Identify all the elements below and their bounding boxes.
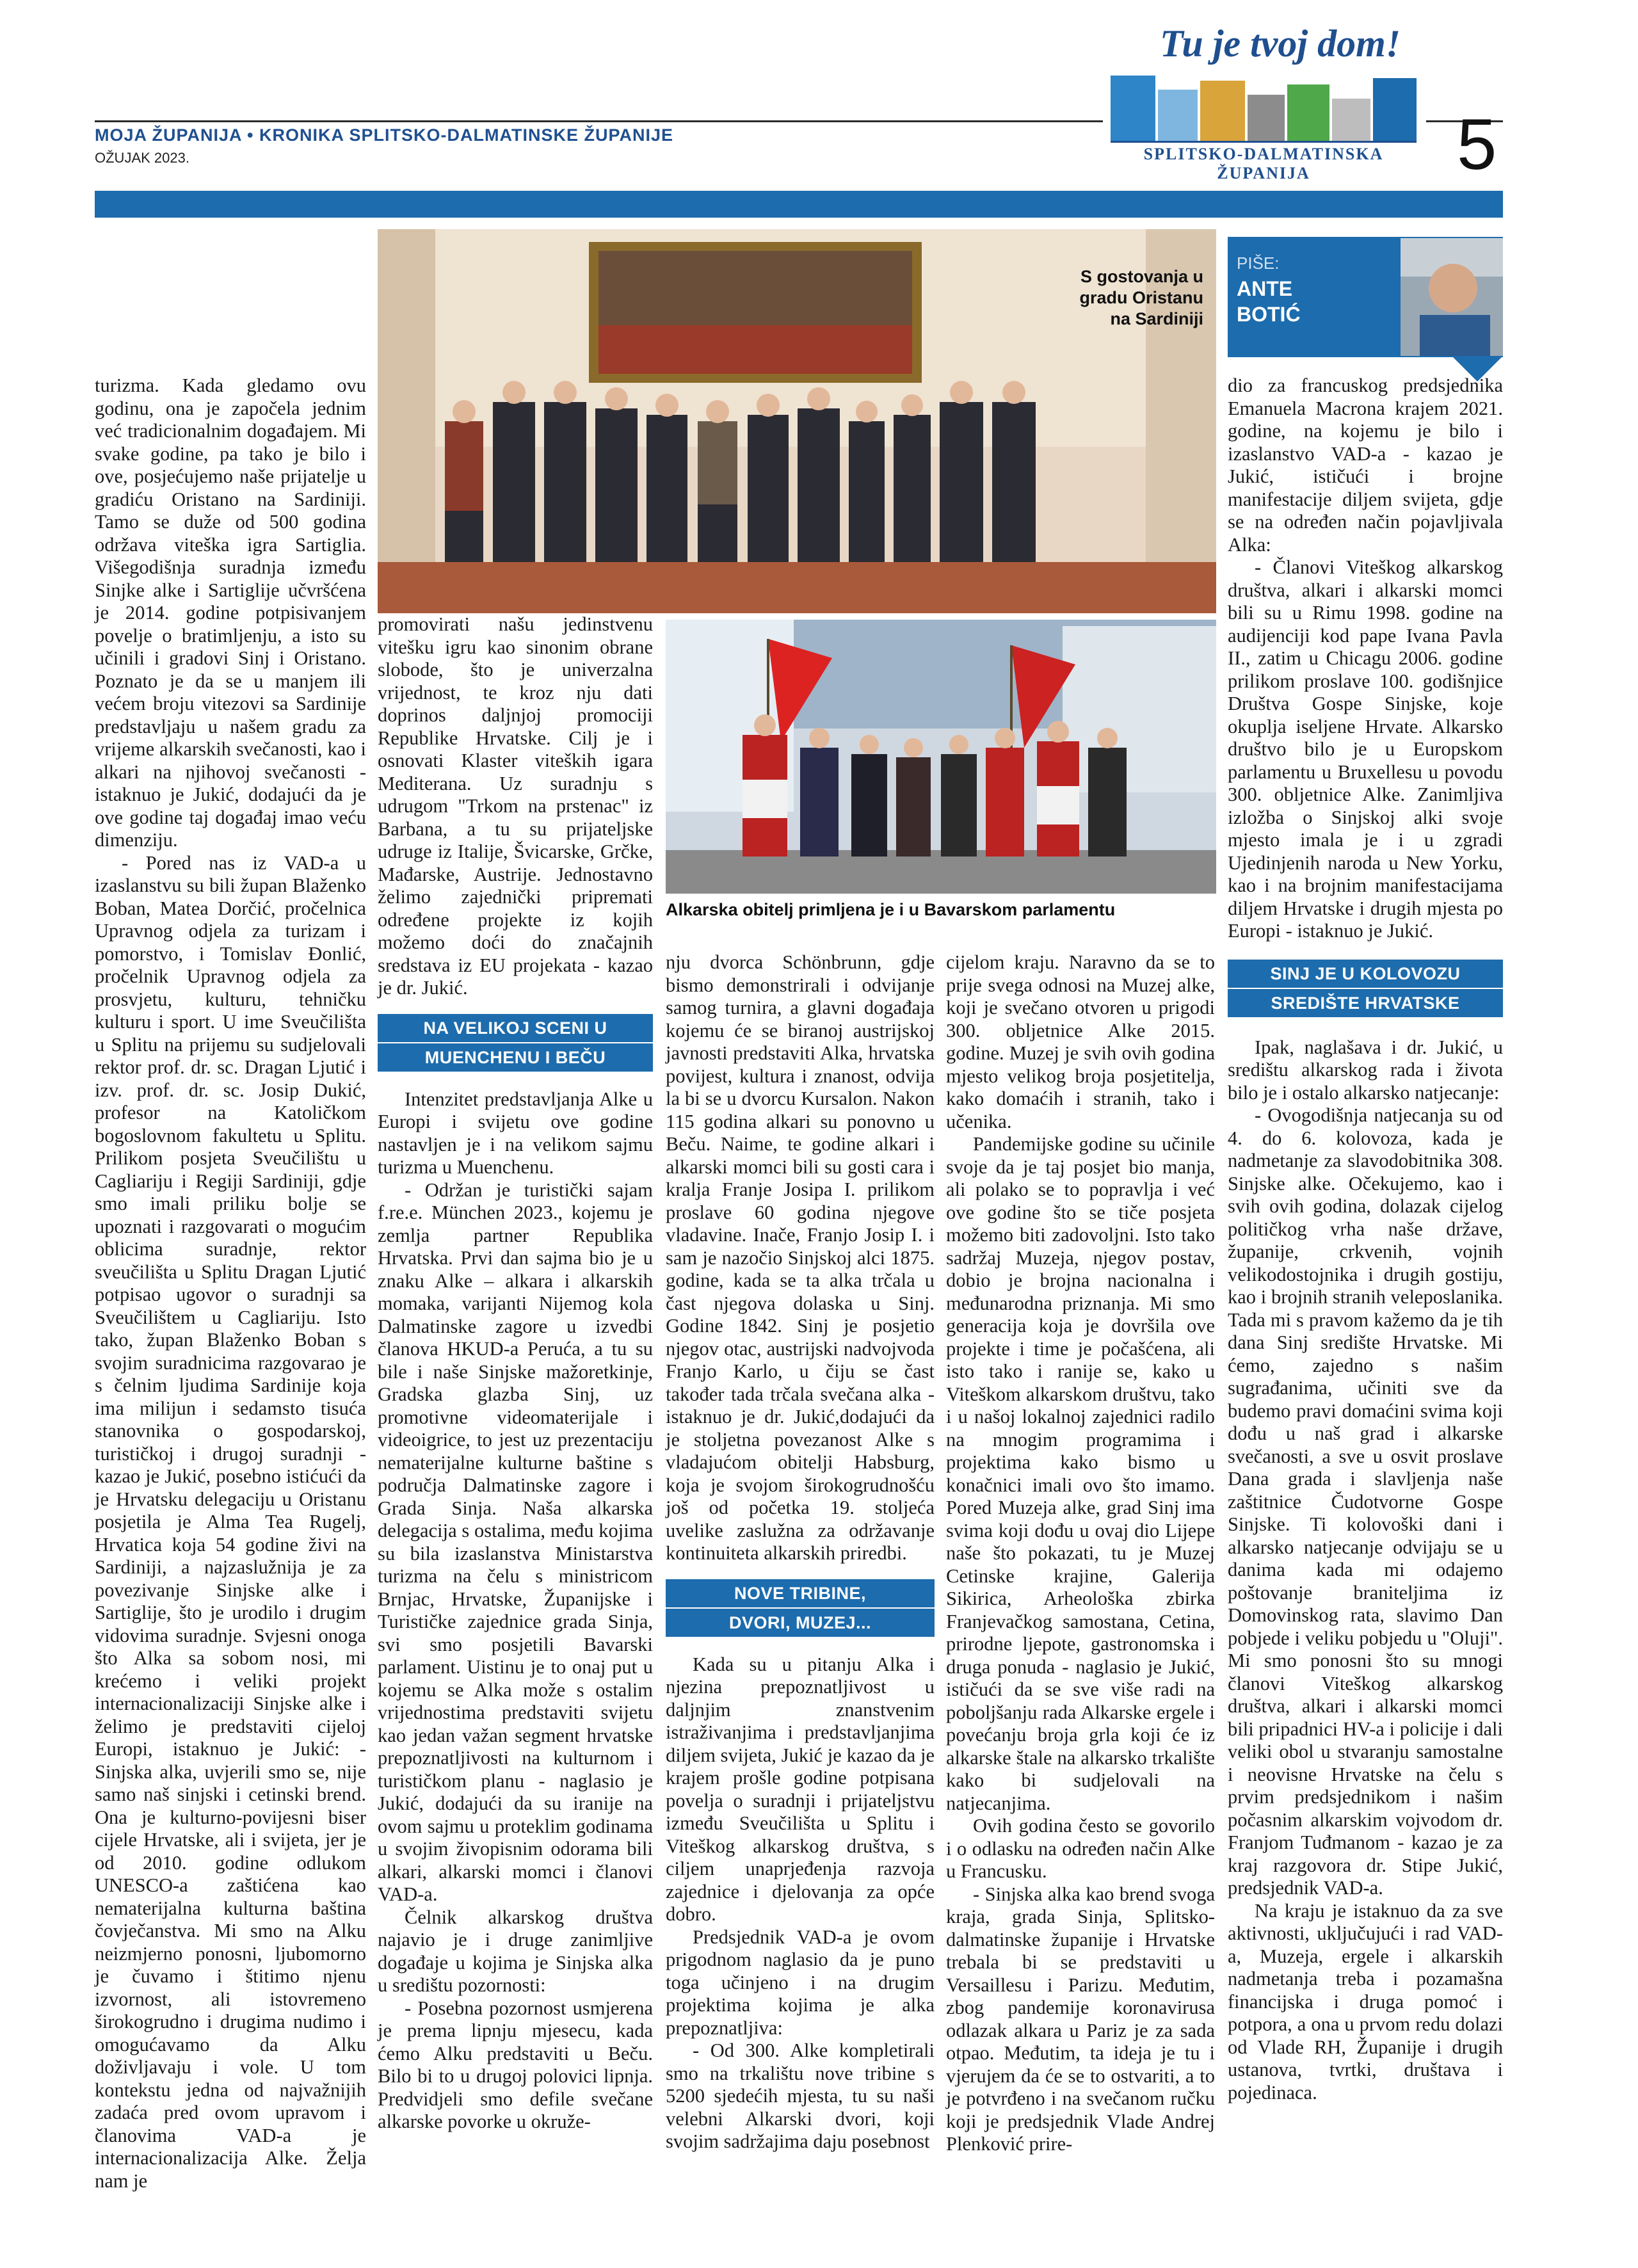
paragraph: Ovih godina često se govorilo i o odlasku na određen način Alke u Francusku. (946, 1815, 1215, 1882)
article-column-1 (95, 374, 366, 2192)
paragraph: - Od 300. Alke kompletirali smo na trkalištu nove tribine s 5200 sjedećih mjesta, tu su naši velebni Alkarski dvori, koji svojim sadržajima daju posebnost (666, 2039, 935, 2152)
article-column-2 (378, 613, 653, 2134)
paragraph: Kada su u pitanju Alka i njezina prepoznatljivost u daljnjim znanstvenim istraživanjima i predstavljanjima diljem svijeta, Jukić je kazao da je krajem prošle godine potpisana povelja o suradnji i prijateljstvu između Sveučilišta u Splitu i Viteškog alkarskog društva, s ciljem unaprjeđenja razvoja zajednice i djelovanja za opće dobro. (666, 1653, 935, 1925)
subheading-line: NOVE TRIBINE, (666, 1579, 935, 1609)
subheading-line: SINJ JE U KOLOVOZU (1228, 960, 1503, 989)
paragraph: - Članovi Viteškog alkarskog društva, alkari i alkarski momci bili su u Rimu 1998. godine na audijenciji kod pape Ivana Pavla II., zatim u Chicagu 2006. godine prilikom proslave 100. godišnjice Društva Gospe Sinjske, koje okuplja iseljene Hrvate. Alkarsko društvo bilo je u Europskom parlamentu u Bruxellesu u povodu 300. obljetnice Alke. Zanimljiva izložba o Sinjskoj alki svoje mjesto imala je i u zgradi Ujedinjenih naroda u New Yorku, kao i na brojnim manifestacijama diljem Hrvatske i drugih mjesta po Europi - istaknuo je Jukić. (1228, 556, 1503, 942)
subheading-muenchen (378, 1014, 653, 1072)
paragraph: - Posebna pozornost usmjerena je prema lipnju mjesecu, kada ćemo Alku predstaviti u Beču. Bilo bi to u drugoj polovici lipnja. Predvidjeli smo defile svečane alkarske povorke u okruže- (378, 1997, 653, 2132)
subheading-line: SREDIŠTE HRVATSKE (1271, 993, 1460, 1013)
paragraph: cijelom kraju. Naravno da se to prije svega odnosi na Muzej alke, koji je svečano otvoren u prigodi 300. obljetnice Alke 2015. godine. Muzej je svih ovih godina mjesto velikog broja posjetitelja, kako domaćih i stranih, tako i učenika. (946, 951, 1215, 1132)
county-logo-icon (1111, 76, 1417, 141)
author-last-name: BOTIĆ (1237, 303, 1301, 326)
paragraph: - Održan je turistički sajam f.re.e. München 2023., kojemu je zemlja partner Republika Hrvatska. Prvi dan sajma bio je u znaku Alke – alkara i alkarskih momaka, varijanti Nijemog kola Dalmatinske zagore u izvedbi članova HKUD-a Peruća, a tu su bile i naše Sinjske mažoretkinje, Gradska glazba Sinj, uz promotivne videomaterijale i videoigrice, to jest uz prezentaciju nematerijalne kulturne baštine s područja Dalmatinske zagore i Grada Sinja. Naša alkarska delegacija s ostalima, među kojima su bila izaslanstva Ministarstva turizma na čelu s ministricom Brnjac, Hrvatske, Županijske i Turističke zajednice grada Sinja, svi smo posjetili Bavarski parlament. Uistinu je to onaj put u kojemu se Alka može s ostalim vrijednostima predstaviti svijetu kao jedan važan segment hrvatske prepoznatljivosti na kulturnom i turističkom planu - naglasio je Jukić, dodajući da su iranije na ovom sajmu u proteklim godinama u svojim živopisnim odorama bili alkari, alkarski momci i članovi VAD-a. (378, 1178, 653, 1905)
subheading-tribine (666, 1579, 935, 1637)
paragraph: nju dvorca Schönbrunn, gdje bismo demonstrirali i odvijanje samog turnira, a glavni događaja kojemu će se biranoj austrijskoj javnosti predstaviti Alka, hrvatska povijest, kultura i znanost, odvija la bi se u dvorcu Kursalon. Nakon 115 godina alkari su ponovno u Beču. Naime, te godine alkari i alkarski momci bili su gosti cara i kralja Franje Josipa I. prilikom proslave 60 godina njegove vladavine. Inače, Franjo Josip I. i sam je nazočio Sinjskoj alci 1875. godine, kada se ta alka trčala u čast njegova dolaska u Sinj. Godine 1842. Sinj je posjetio njegov otac, austrijski nadvojvoda Franjo Karlo, u čiju se čast također tada trčala svečana alka - istaknuo je dr. Jukić,dodajući da je stoljetna povezanost Alke s vladajućom obitelji Habsburg, koja je svojom širokogrudnošću još od početka 19. stoljeća uvelike zaslužna za održavanje kontinuiteta alkarskih priredbi. (666, 951, 935, 1564)
photo-bavarian-parliament (666, 620, 1216, 894)
article-column-3 (666, 951, 935, 2153)
header-blue-bar (95, 191, 1503, 218)
paragraph: - Pored nas iz VAD-a u izaslanstvu su bili župan Blaženko Boban, Matea Dorčić, pročelnica Upravnog odjela za turizam i pomorstvo, i Tomislav Đonlić, pročelnik Upravnog odjela za prosvjetu, kulturu, tehničku kulturu i sport. U ime Sveučilišta u Splitu na prijemu su sudjelovali rektor prof. dr. sc. Dragan Ljutić i izv. prof. dr. sc. Josip Dukić, profesor na Katoličkom bogoslovnom fakultetu u Splitu. Prilikom posjeta Sveučilištu u Cagliariju i Regiji Sardiniji, gdje smo imali priliku bolje se upoznati i razgovarati o mogućim oblicima suradnje, rektor sveučilišta u Splitu Dragan Ljutić potpisao ugovor o suradnji sa Sveučilištem u Cagliariju. Isto tako, župan Blaženko Boban s svojim suradnicima razgovarao je s čelnim ljudima Sardinije koja ima milijun i sedamsto tisuća stanovnika o gospodarskoj, turističkoj i drugoj suradnji - kazao je Jukić, posebno istićući da je Hrvatsku delegaciju u Oristanu posjetila je Alma Tea Rugelj, Hrvatica koja 54 godine živi na Sardiniji, a najzaslužnija je za povezivanje Sinjske alke i Sartiglije, što je urodilo i drugim vidovima suradnje. Svjesni onoga što Alka sa sobom nosi, mi krećemo i veliki projekt internacionalizaciji Sinjske alke i želimo je predstaviti cijeloj Europi, istaknuo je Jukić: - Sinjska alka, uvjerili smo se, nije samo naš sinjski i cetinski brend. Ona je kulturno-povijesni biser cijele Hrvatske, ali i svijeta, jer je od 2010. godine odlukom UNESCO-a zaštićena kao nematerijalna kulturna baština čovječanstva. Mi smo na Alku neizmjerno ponosni, ljubomorno je čuvamo i štitimo njenu izvornost, ali istovremeno širokogrudno i drugima nudimo i omogućavamo da Alku doživljavaju i vole. U tom kontekstu jedna od najvažnijih zadaća pred ovom upravom i članovima VAD-a je internacionalizacija Alke. Želja nam je (95, 851, 366, 2192)
photo-bavarian-illustration (666, 620, 1216, 894)
logo-text: SPLITSKO-DALMATINSKA ŽUPANIJA (1143, 145, 1384, 182)
subheading-sinj (1228, 960, 1503, 1017)
author-photo-icon (1401, 238, 1503, 356)
photo-caption-oristano: S gostovanja u gradu Oristanu na Sardiniji (1079, 267, 1203, 328)
paragraph: promovirati našu jedinstvenu vitešku igru kao sinonim obrane slobode, što je univerzalna vrijednost, te kroz nju dati doprinos daljnjoj promociji Republike Hrvatske. Cilj je i osnovati Klaster viteških igara Mediterana. Uz suradnju s udrugom "Trkom na prstenac" iz Barbana, a tu su prijateljske udruge iz Italije, Švicarske, Grčke, Mađarske, Austrije. Jednostavno želimo zajednički pripremati određene projekte iz kojih možemo doći do značajnih sredstava iz EU projekata - kazao je dr. Jukić. (378, 613, 653, 999)
subheading-line: NA VELIKOJ SCENI U (378, 1014, 653, 1043)
publication-title: MOJA ŽUPANIJA • KRONIKA SPLITSKO-DALMATINSKE ŽUPANIJE (95, 125, 673, 145)
paragraph: Ipak, naglašava i dr. Jukić, u središtu alkarskog rada i života bilo je i ostalo alkarsko natjecanje: (1228, 1036, 1503, 1104)
header-rule (95, 120, 1103, 122)
paragraph: - Sinjska alka kao brend svoga kraja, grada Sinja, Splitsko-dalmatinske županije i Hrvatske trebala bi se predstaviti u Versaillesu i Parizu. Međutim, zbog pandemije koronavirusa odlazak alkara u Pariz je za sada otpao. Međutim, ta ideja je tu i vjerujem da će se to ostvariti, a to je potvrđeno i na svečanom ručku koji je predsjednik Vlade Andrej Plenković prire- (946, 1883, 1215, 2155)
issue-date: OŽUJAK 2023. (95, 150, 189, 166)
slogan: Tu je tvoj dom! (1160, 22, 1401, 65)
article-column-5 (1228, 374, 1503, 2104)
logo-rule (1111, 141, 1417, 143)
paragraph: Predsjednik VAD-a je ovom prigodnom naglasio da je puno toga učinjeno i na drugim projektima kojima je alka prepoznatljiva: (666, 1926, 935, 2039)
paragraph: turizma. Kada gledamo ovu godinu, ona je započela jednim već tradicionalnim događajem. Mi svake godine, pa tako je bilo i ove, posjećujemo naše prijatelje u gradiću Oristano na Sardiniji. Tamo se duže od 500 godina održava viteška igra Sartiglia. Višegodišnja suradnja između Sinjke alke i Sartiglije učvršćena je 2014. godine potpisivanjem povelje o bratimljenju, a isto su učinili i gradovi Sinj i Oristano. Poznato je da se u manjem ili većem broju vitezovi sa Sardinije predstavljaju u našem gradu za vrijeme alkarskih svečanosti, kao i alkari na njihovoj svečanosti - istaknuo je Jukić, dodajući da je ove godine taj događaj imao veću dimenziju. (95, 374, 366, 851)
paragraph: - Ovogodišnja natjecanja su od 4. do 6. kolovoza, kada je nadmetanje za slavodobitnika 308. Sinjske alke. Očekujemo, kao i svih ovih godina, dolazak cijelog političkog vrha naše države, županije, crkvenih, vojnih velikodostojnika i drugih gostiju, kao i brojnih stranih veleposlanika. Tada mi s pravom kažemo da je tih dana Sinj središte Hrvatske. Mi ćemo, zajedno s našim sugrađanima, učiniti sve da budemo pravi domaćini svima koji dođu u naš grad i alkarske svečanosti, a sve u osvit proslave Dana grada i slavljenja naše zaštitnice Čudotvorne Gospe Sinjske. Ti kolovoški dani i alkarsko natjecanje odvijaju se u danima kada mi odajemo poštovanje braniteljima iz Domovinskog rata, slavimo Dan pobjede i veliku pobjedu u "Oluji". Mi smo ponosni što su mnogi članovi Viteškog alkarskog društva, alkari i alkarski momci bili pripadnici HV-a i policije i dali veliki obol u stvaranju samostalne i neovisne Hrvatske na čelu s prvim predsjednikom i našim počasnim alkarskim vojvodom dr. Franjom Tuđmanom - kazao je za kraj razgovora dr. Stipe Jukić, predsjednik VAD-a. (1228, 1104, 1503, 1899)
paragraph: Čelnik alkarskog društva najavio je i druge zanimljive događaje u kojima je Sinjska alka u središtu pozornosti: (378, 1906, 653, 1996)
page-number: 5 (1457, 104, 1497, 184)
article-column-4 (946, 951, 1215, 2156)
paragraph: Na kraju je istaknuo da za sve aktivnosti, uključujući i rad VAD-a, Muzeja, ergele i alkarskih nadmetanja treba i pozamašna financijska i druga pomoć i potpora, a ona u prvom redu dolazi od Vlade RH, Županije i drugih ustanova, tvrtki, društava i pojedinaca. (1228, 1899, 1503, 2103)
subheading-line: MUENCHENU I BEČU (424, 1047, 606, 1067)
paragraph: dio za francuskog predsjednika Emanuela Macrona krajem 2021. godine, na kojemu je bilo i izaslanstvo VAD-a - kazao je Jukić, ističući i brojne manifestacije diljem svijeta, gdje se na određen način pojavljivala Alka: (1228, 374, 1503, 556)
paragraph: Pandemijske godine su učinile svoje da je taj posjet bio manja, ali polako se to popravlja i već ove godine što se tiče posjeta možemo biti zadovoljni. Isto tako sadržaj Muzeja, njegov postav, dobio je brojna nacionalna i međunarodna priznanja. Mi smo generacija koja je dovršila ove projekte i time je počašćena, ali isto tako i ranije se, kako u Viteškom alkarskom društvu, tako i u našoj lokalnoj zajednici radilo na mnogim programima i projektima kako bismo u konačnici imali ovo što imamo. Pored Muzeja alke, grad Sinj ima svima koji dođu u ovaj dio Lijepe naše što pokazati, tu je Muzej Cetinske krajine, Galerija Sikirica, Arheološka zbirka Franjevačkog samostana, Cetina, prirodne ljepote, gastronomska i druga ponuda - naglasio je Jukić, ističući da se sve više radi na poboljšanju rada Alkarske ergele i povećanju broja grla koji će iz alkarske štale na alkarsko trkalište kako bi sudjelovali na natjecanjima. (946, 1133, 1215, 1814)
paragraph: Intenzitet predstavljanja Alke u Europi i svijetu ove godine nastavljen je i na velikom sajmu turizma u Muenchenu. (378, 1088, 653, 1178)
photo-caption-bavaria: Alkarska obitelj primljena je i u Bavarskom parlamentu (666, 900, 1116, 919)
subheading-line: DVORI, MUZEJ... (728, 1613, 872, 1632)
author-label: PIŠE: (1237, 253, 1280, 273)
author-first-name: ANTE (1237, 277, 1293, 300)
